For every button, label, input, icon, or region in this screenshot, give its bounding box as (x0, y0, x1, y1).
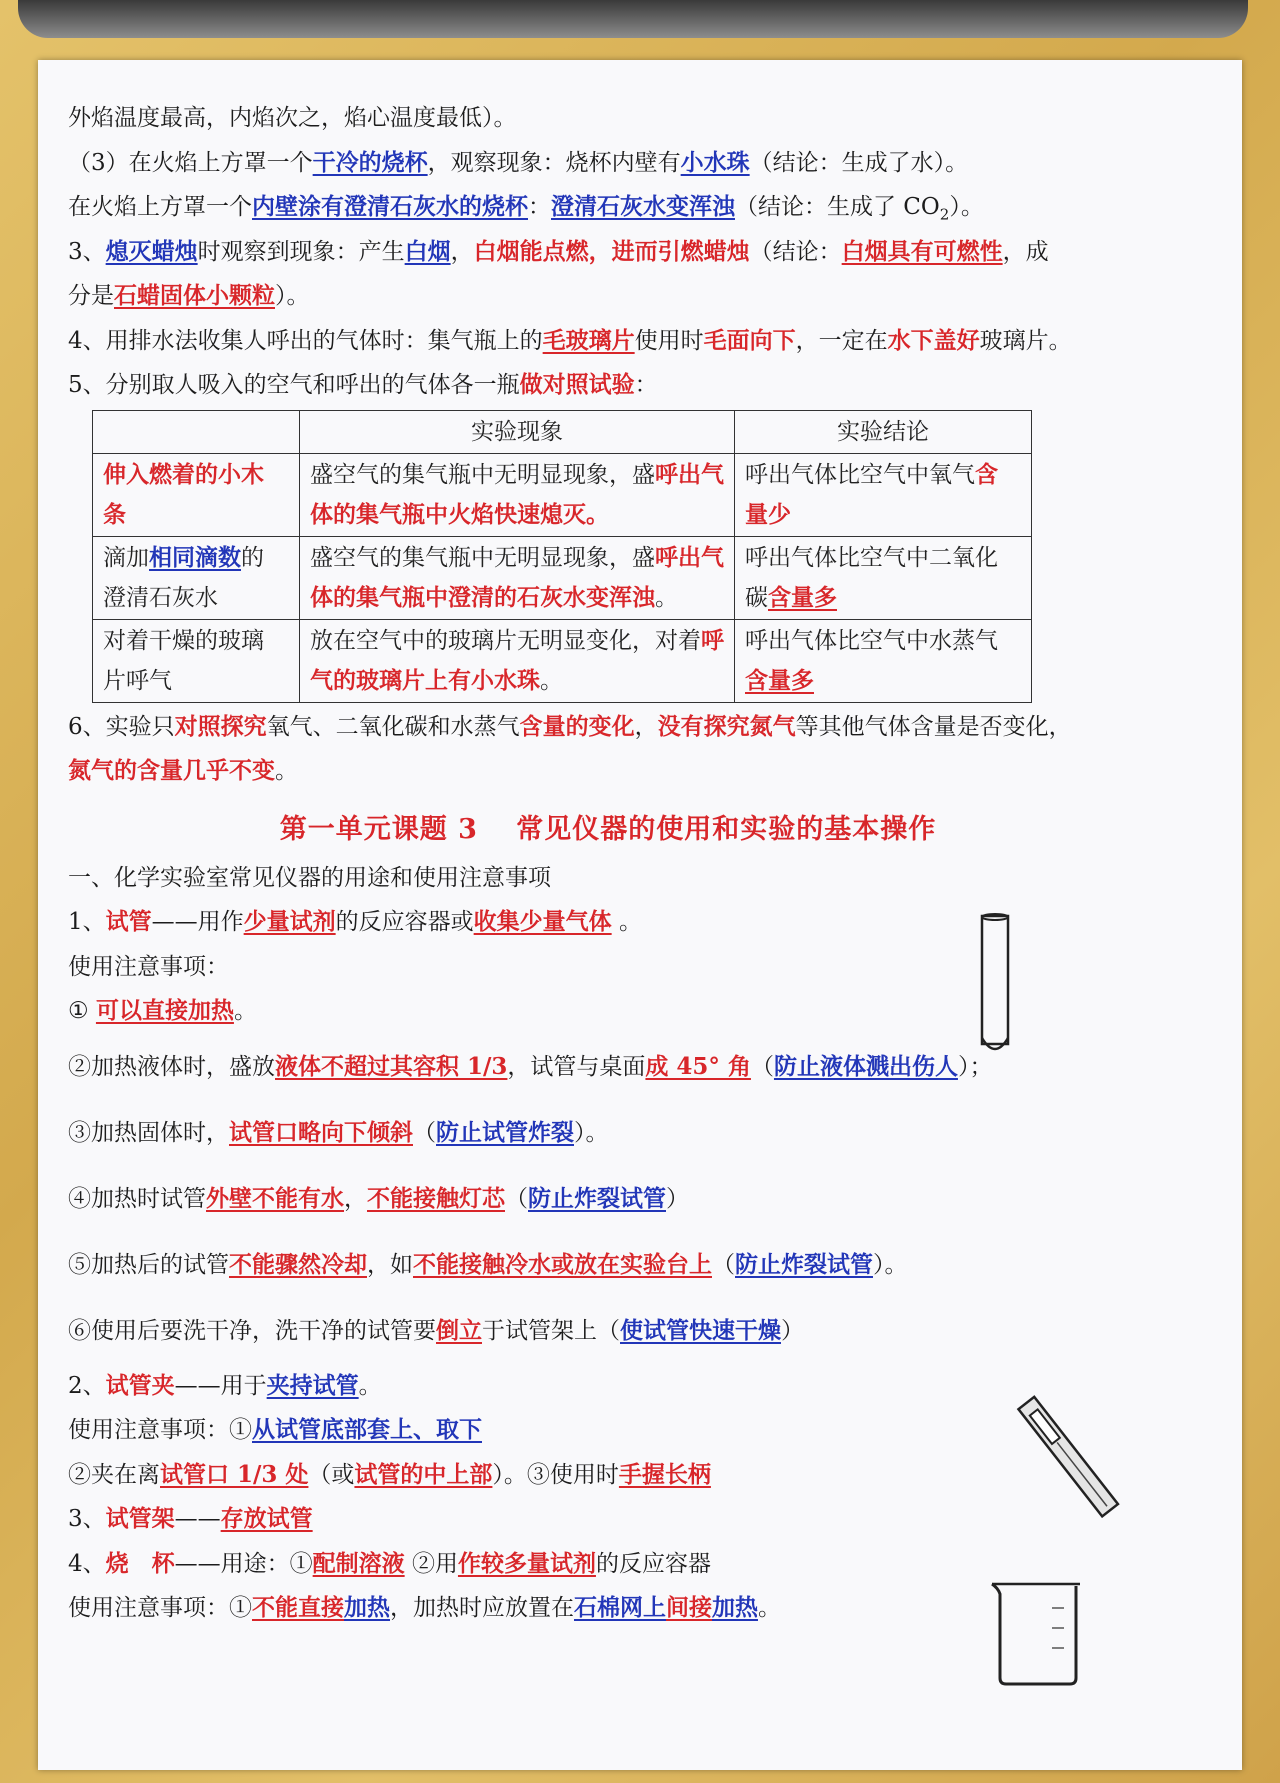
text: 呼出气体比空气中氧气 (745, 461, 975, 488)
text: 。 (655, 584, 678, 611)
keyword: 毛玻璃片 (542, 326, 635, 354)
text: 澄清石灰水 (103, 584, 218, 611)
text: ，试管与桌面 (507, 1053, 646, 1080)
keyword: 白烟 (404, 237, 451, 265)
table-header: 实验现象 (300, 410, 735, 453)
text: ④加热时试管 (68, 1185, 206, 1212)
text: 氧气、二氧化碳和水蒸气 (266, 713, 520, 740)
text-line (68, 96, 1228, 141)
text: （结论：生成了 CO (735, 194, 940, 220)
text-line (68, 1100, 1228, 1166)
keyword: 加热 (712, 1594, 758, 1621)
text: 盛空气的集气瓶中无明显现象，盛 (310, 461, 655, 488)
text: 片呼气 (103, 667, 172, 694)
text: ① (68, 998, 96, 1024)
table-header-row (93, 410, 1032, 453)
keyword: 石棉网上 (574, 1594, 666, 1621)
keyword: 手握长柄 (618, 1460, 711, 1488)
keyword: 伸入燃着的小木 (103, 460, 264, 488)
text: 的 (241, 544, 264, 571)
keyword: 倒立 (436, 1316, 482, 1344)
keyword: 相同滴数 (149, 543, 241, 571)
table-header (93, 410, 300, 453)
keyword: 防止试管炸裂 (436, 1118, 574, 1146)
keyword: 使试管快速干燥 (620, 1316, 781, 1344)
text: ③加热固体时， (68, 1119, 229, 1146)
text: 分是 (68, 283, 114, 309)
table-cell (300, 453, 735, 536)
text: ——用途：① (174, 1550, 313, 1577)
keyword: 气的玻璃片上有小水珠 (310, 666, 540, 694)
keyword: 存放试管 (220, 1505, 313, 1532)
text: ） (781, 1317, 804, 1344)
table-row (93, 453, 1032, 536)
text: ⑥使用后要洗干净，洗干净的试管要 (68, 1317, 436, 1344)
text: 盛空气的集气瓶中无明显现象，盛 (310, 544, 655, 571)
test-tube-icon (976, 912, 1014, 1062)
keyword: 没有探究氮气 (657, 712, 796, 740)
text: 。 (611, 909, 642, 935)
text-line (68, 274, 1228, 319)
keyword: 不能骤然冷却 (229, 1250, 367, 1278)
text: （或 (308, 1461, 355, 1488)
text: ）。 (873, 1251, 908, 1278)
text: 4、用排水法收集人呼出的气体时：集气瓶上的 (68, 327, 543, 354)
keyword: 收集少量气体 (473, 908, 612, 935)
text: 放在空气中的玻璃片无明显变化，对着 (310, 627, 701, 654)
text-line (68, 185, 1228, 230)
text-line (68, 141, 1228, 186)
table-header: 实验结论 (735, 410, 1032, 453)
subsection-heading: 一、化学实验室常见仪器的用途和使用注意事项 (68, 864, 551, 891)
text: ）。③使用时 (492, 1461, 619, 1488)
keyword: 呼出气 (655, 460, 724, 488)
text: 6、实验只 (68, 713, 175, 740)
text: ——用作 (151, 909, 244, 935)
text: ，观察现象：烧杯内壁有 (427, 149, 681, 176)
table-cell (93, 453, 300, 536)
keyword: 防止炸裂试管 (735, 1250, 873, 1278)
keyword: 含量多 (745, 666, 814, 694)
keyword: 对照探究 (174, 712, 267, 740)
text: —— (174, 1506, 221, 1532)
text: ）。 (949, 194, 984, 220)
keyword: 体的集气瓶中火焰快速熄灭。 (310, 500, 609, 528)
text: ）； (957, 1053, 993, 1080)
text: （ (750, 1053, 774, 1080)
text: 碳 (745, 584, 768, 611)
keyword: 熄灭蜡烛 (105, 237, 198, 265)
text: （3）在火焰上方罩一个 (68, 149, 313, 176)
section-title: 第一单元课题 3 常见仪器的使用和实验的基本操作 (279, 813, 937, 845)
text: 玻璃片。 (979, 327, 1072, 354)
subscript: 2 (939, 205, 950, 224)
keyword: 含量多 (768, 583, 837, 611)
text: 时观察到现象：产生 (197, 238, 405, 265)
keyword: 石蜡固体小颗粒 (114, 282, 275, 309)
table-cell (93, 619, 300, 702)
keyword: 试管架 (105, 1505, 175, 1532)
keyword: 外壁不能有水 (206, 1184, 344, 1212)
keyword: 试管口略向下倾斜 (229, 1118, 413, 1146)
keyword: 作较多量试剂 (457, 1549, 596, 1577)
text: 3、 (68, 238, 106, 265)
table-cell (735, 619, 1032, 702)
keyword: 内壁涂有澄清石灰水的烧杯 (252, 193, 528, 220)
keyword: 水下盖好 (887, 326, 980, 354)
text: （ (505, 1185, 528, 1212)
keyword: 小水珠 (680, 148, 750, 176)
text: 的反应容器 (595, 1550, 711, 1577)
text: ）。 (574, 1119, 609, 1146)
text: 等其他气体含量是否变化， (795, 713, 1072, 740)
beaker-icon (988, 1578, 1084, 1690)
keyword: 试管夹 (105, 1371, 175, 1399)
text-line (68, 1298, 1228, 1364)
keyword: 白烟具有可燃性 (841, 237, 1003, 265)
text: ，如 (367, 1251, 413, 1278)
keyword: 不能接触冷水或放在实验台上 (413, 1250, 712, 1278)
text: 于试管架上（ (482, 1317, 620, 1344)
text-line (68, 705, 1228, 750)
keyword: 试管口 1/3 处 (160, 1460, 309, 1488)
keyword: 体的集气瓶中澄清的石灰水变浑浊 (310, 583, 655, 611)
text: 3、 (68, 1506, 106, 1532)
text-line (68, 900, 1228, 945)
text: ）。 (275, 283, 310, 309)
keyword: 含 (975, 460, 998, 488)
text: ②加热液体时，盛放 (68, 1053, 275, 1080)
keyword: 不能直接 (252, 1594, 344, 1621)
keyword: 呼 (701, 626, 724, 654)
text: 使用注意事项：① (68, 1595, 252, 1621)
text: ： (634, 372, 658, 398)
text: 呼出气体比空气中水蒸气 (745, 627, 998, 654)
text: 1、 (68, 909, 106, 935)
text: 。 (358, 1372, 382, 1399)
keyword: 氮气的含量几乎不变 (68, 757, 275, 784)
text: 5、分别取人吸入的空气和呼出的气体各一瓶 (68, 372, 520, 398)
text: 的反应容器或 (335, 909, 474, 935)
table-row (93, 619, 1032, 702)
text: 呼出气体比空气中二氧化 (745, 544, 998, 571)
keyword: 从试管底部套上、取下 (252, 1416, 482, 1443)
text: （结论： (749, 238, 842, 265)
text: ⑤加热后的试管 (68, 1251, 229, 1278)
keyword: 量少 (745, 500, 791, 528)
text-line (68, 1232, 1228, 1298)
text: 使用时 (634, 327, 704, 354)
keyword: 毛面向下 (703, 326, 796, 354)
text: 使用注意事项：① (68, 1417, 252, 1443)
text-line (68, 1166, 1228, 1232)
keyword: 澄清石灰水变浑浊 (551, 193, 735, 220)
text-line (68, 230, 1228, 275)
keyword: 呼出气 (655, 543, 724, 571)
text-line (68, 1034, 1228, 1100)
keyword: 不能接触灯芯 (367, 1184, 505, 1212)
keyword: 成 45° 角 (645, 1052, 751, 1080)
text: 2、 (68, 1372, 106, 1399)
text: 。 (758, 1595, 781, 1621)
clipboard-clip (18, 0, 1248, 38)
text-line (68, 319, 1228, 364)
keyword: 夹持试管 (266, 1371, 359, 1399)
text: ——用于 (174, 1372, 267, 1399)
table-cell (93, 536, 300, 619)
test-tube-holder-icon (1016, 1394, 1122, 1518)
keyword: 干冷的烧杯 (312, 148, 428, 176)
text: （结论：生成了水）。 (749, 149, 969, 176)
text: ②用 (404, 1550, 458, 1577)
text: 。 (233, 998, 257, 1024)
keyword: 少量试剂 (243, 908, 336, 935)
text: （ (712, 1251, 735, 1278)
keyword: 防止炸裂试管 (528, 1184, 666, 1212)
text: 滴加 (103, 544, 149, 571)
text: 对着干燥的玻璃 (103, 627, 264, 654)
text: 在火焰上方罩一个 (68, 194, 252, 220)
keyword: 可以直接加热 (95, 997, 234, 1024)
text: 4、 (68, 1550, 106, 1577)
table-row (93, 536, 1032, 619)
keyword: 加热 (344, 1594, 390, 1621)
keyword: 防止液体溅出伤人 (773, 1052, 958, 1080)
keyword: 烧 杯 (105, 1549, 175, 1577)
text-line (68, 749, 1228, 794)
text: ，成 (1002, 238, 1049, 265)
text: ②夹在离 (68, 1461, 160, 1488)
table-cell (300, 536, 735, 619)
text: ，加热时应放置在 (390, 1595, 574, 1621)
table-cell (735, 536, 1032, 619)
keyword: 试管 (105, 908, 152, 935)
text: 外焰温度最高，内焰次之，焰心温度最低）。 (68, 105, 517, 131)
keyword: 液体不超过其容积 1/3 (275, 1052, 508, 1080)
text: ， (634, 713, 658, 740)
text: ， (450, 238, 474, 265)
keyword: 条 (103, 500, 126, 528)
keyword: 白烟能点燃，进而引燃蜡烛 (473, 237, 750, 265)
experiment-table (92, 410, 1032, 703)
text: ） (666, 1185, 689, 1212)
keyword: 试管的中上部 (354, 1460, 493, 1488)
text: 。 (540, 667, 563, 694)
text-line (68, 989, 1228, 1034)
keyword: 含量的变化 (519, 712, 635, 740)
text-line (68, 363, 1228, 408)
text: ，一定在 (795, 327, 888, 354)
table-cell (735, 453, 1032, 536)
text-line: 使用注意事项： (68, 953, 229, 980)
table-cell (300, 619, 735, 702)
text: ， (344, 1185, 367, 1212)
text: ： (528, 194, 551, 220)
keyword: 做对照试验 (519, 371, 635, 398)
keyword: 间接 (666, 1594, 712, 1621)
text: （ (413, 1119, 436, 1146)
text: 。 (275, 758, 298, 784)
keyword: 配制溶液 (312, 1549, 405, 1577)
